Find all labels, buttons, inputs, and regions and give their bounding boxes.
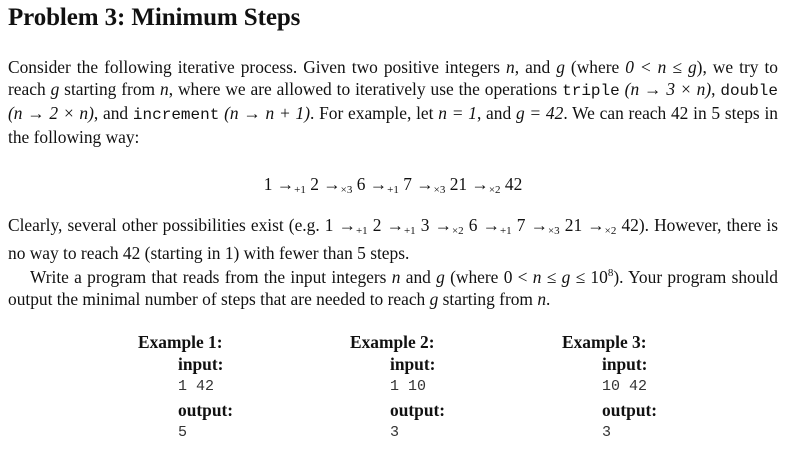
op-double: double [720,82,778,100]
example-title: Example 3: [562,332,647,352]
output-value: 3 [390,424,400,441]
op-triple: triple [562,82,620,100]
output-value: 3 [602,424,612,441]
problem-description: Consider the following iterative process. Given two positive integers n, and g (where 0 < n ≤ g), we try to reach g starting from n, where we are allowed to iteratively use the operations triple (n → 3 × n), double (n → 2 × n), and increment (n → n + 1). For example, let n = 1, and g = 42. We can reach 42 in 5 steps in the following way: [8,57,778,147]
output-value: 5 [178,424,188,441]
input-value: 1 42 [178,378,215,395]
problem-title: Problem 3: Minimum Steps [8,4,301,31]
output-label: output: [390,400,446,420]
example-3 [562,331,702,445]
task-paragraph: Write a program that reads from the input integers n and g (where $0 < n \le g \le 10^8$). Your program should output the minimal number of steps that are needed to reach g starting from n. [8,267,778,309]
input-value: 10 42 [602,378,648,395]
op-increment: increment [132,106,220,124]
example-2 [350,331,490,445]
example-1 [138,331,278,445]
input-value: 1 10 [390,378,427,395]
example-title: Example 2: [350,332,435,352]
examples-section [8,331,778,471]
alternative-paragraph: Clearly, several other possibilities exist (e.g. $1 \to_{+1}$ $2 \to_{+1}$ $3 \to_{\times 2}$ $6 \to_{+1}$ $7 \to_{\times 3}$ $21 \to_{\times 2}$ 42). However, there is no way to reach 42 (starting in 1) with fewer than 5 steps. [8,215,779,263]
example-sequence: $1 \to_{+1}$ $2 \to_{\times 3}$ $6 \to_{+1}$ $7 \to_{\times 3}$ $21 \to_{\times 2}$ 42 [263,174,523,196]
output-label: output: [602,400,658,420]
input-label: input: [178,354,224,374]
input-label: input: [602,354,648,374]
input-label: input: [390,354,436,374]
output-label: output: [178,400,234,420]
example-title: Example 1: [138,332,223,352]
